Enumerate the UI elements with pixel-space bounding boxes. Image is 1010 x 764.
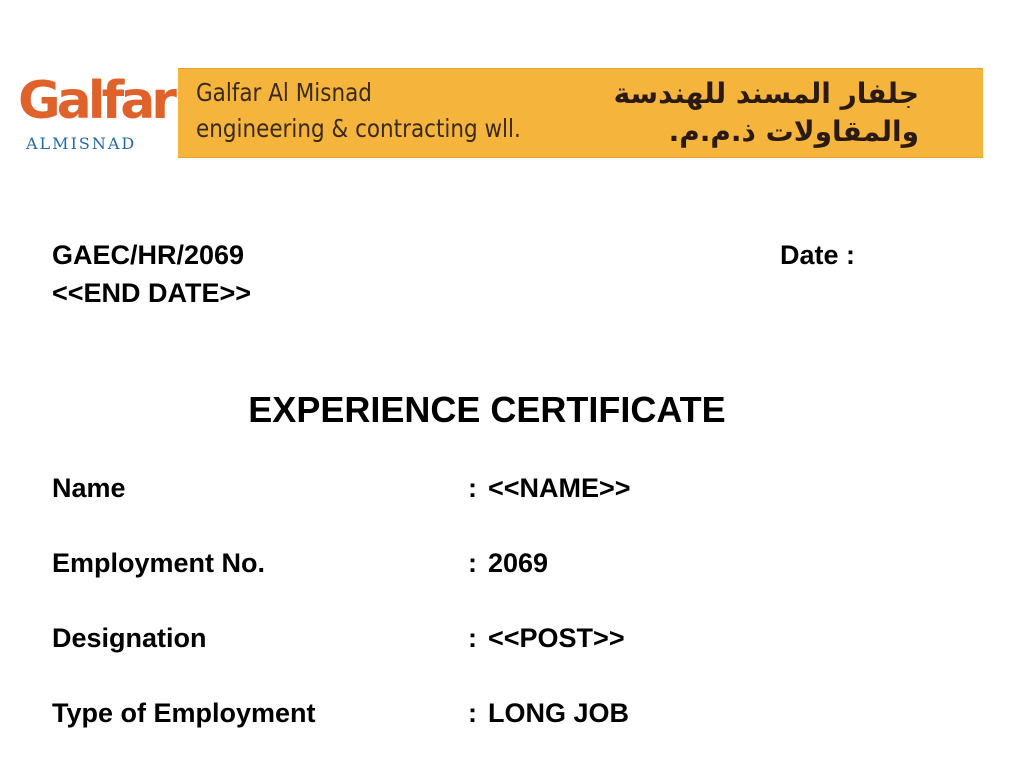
logo-wordmark: Galfar	[18, 71, 173, 131]
company-name-english	[196, 75, 521, 147]
detail-row-name	[52, 468, 952, 508]
date-label: Date :	[780, 240, 856, 270]
logo-subtitle: ALMISNAD	[26, 134, 137, 153]
detail-value: 2069	[488, 548, 549, 578]
end-date-placeholder: <<END DATE>>	[52, 278, 252, 308]
detail-label: Name	[52, 473, 126, 503]
letterhead-band	[178, 68, 983, 158]
detail-row-employment-type	[52, 693, 952, 733]
detail-label: Type of Employment	[52, 698, 316, 728]
detail-value: <<NAME>>	[488, 473, 631, 503]
company-name-line1: Galfar Al Misnad	[196, 78, 372, 107]
reference-number: GAEC/HR/2069	[52, 240, 245, 270]
detail-separator: :	[468, 548, 477, 578]
detail-separator: :	[468, 473, 477, 503]
detail-label: Employment No.	[52, 548, 266, 578]
arabic-name-line2: والمقاولات ذ.م.م.	[668, 115, 919, 148]
detail-separator: :	[468, 623, 477, 653]
company-logo	[10, 71, 173, 153]
detail-row-employment-no	[52, 543, 952, 583]
arabic-name-line1: جلفار المسند للهندسة	[613, 77, 919, 110]
detail-separator: :	[468, 698, 477, 728]
detail-value: LONG JOB	[488, 698, 630, 728]
detail-label: Designation	[52, 623, 207, 653]
reference-block	[52, 236, 251, 312]
company-name-arabic	[614, 75, 919, 151]
company-name-line2: engineering & contracting wll.	[196, 114, 521, 143]
document-title: EXPERIENCE CERTIFICATE	[248, 389, 726, 430]
detail-value: <<POST>>	[488, 623, 625, 653]
letterhead	[0, 64, 985, 158]
detail-row-designation	[52, 618, 952, 658]
